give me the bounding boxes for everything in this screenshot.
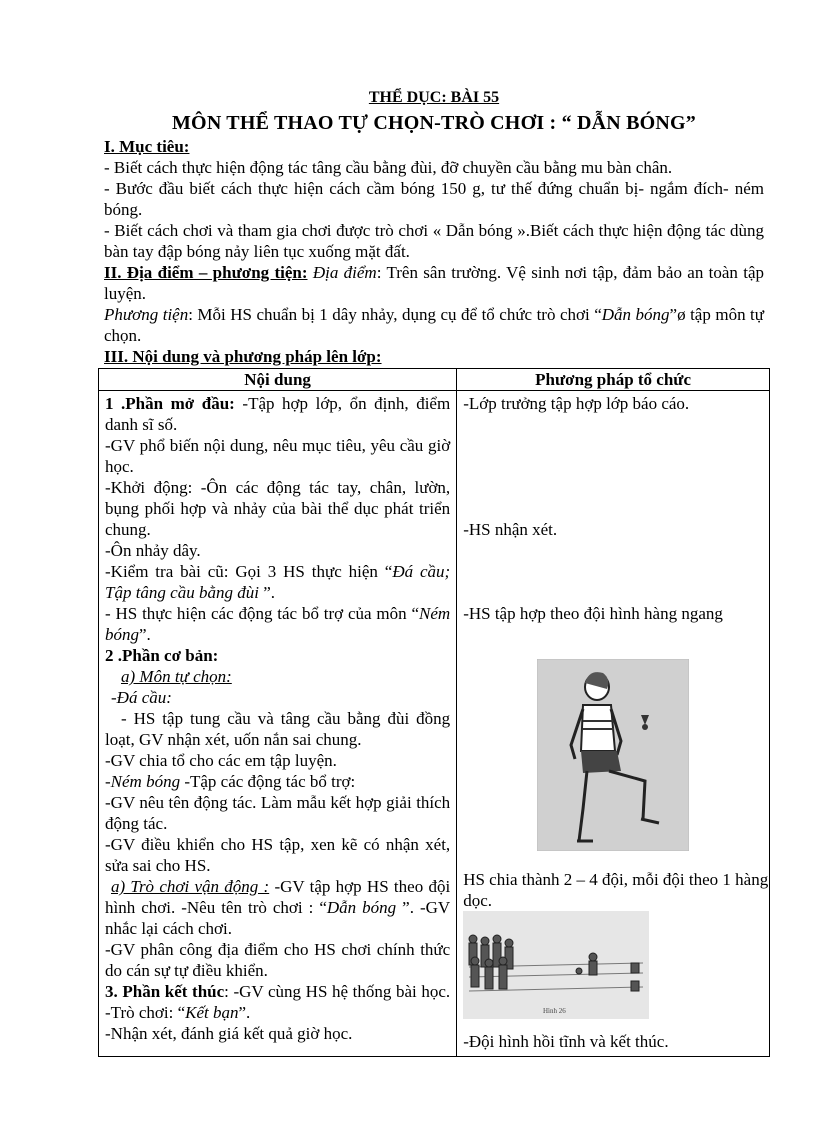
place-label: Địa điểm: [312, 263, 377, 282]
means-label: Phương tiện: [104, 305, 189, 324]
column-header-method: Phương pháp tổ chức: [457, 369, 770, 391]
lesson-page: [104, 88, 769, 1057]
method-item: -Đội hình hồi tĩnh và kết thúc.: [463, 1032, 669, 1051]
method-item: -HS tập hợp theo đội hình hàng ngang: [463, 604, 723, 623]
location-paragraph: [104, 262, 764, 304]
objective-item: - Biết cách thực hiện động tác tâng cầu bằng đùi, đỡ chuyền cầu bằng mu bàn chân.: [104, 158, 673, 177]
objective-item: - Biết cách chơi và tham gia chơi được trò chơi « Dẫn bóng ».Biết cách thực hiện động tác dùng bàn tay đập bóng nảy liên tục xuống mặt đất.: [104, 221, 764, 261]
content-heading: III. Nội dung và phương pháp lên lớp:: [104, 347, 382, 366]
relay-game-illustration: [463, 911, 649, 1019]
objectives-heading: I. Mục tiêu:: [104, 137, 190, 156]
lesson-subtitle: MÔN THỂ THAO TỰ CHỌN-TRÒ CHƠI : “ DẪN BÓNG”: [171, 112, 696, 134]
method-item: -HS nhận xét.: [463, 520, 558, 539]
location-heading: II. Địa điểm – phương tiện:: [104, 263, 308, 282]
place-text: : Trên sân trường. Vệ sinh nơi tập, đảm bảo an toàn tập luyện.: [104, 263, 765, 303]
method-item: HS chia thành 2 – 4 đội, mỗi đội theo 1 hàng dọc.: [463, 870, 769, 910]
method-item: -Lớp trưởng tập hợp lớp báo cáo.: [463, 394, 690, 413]
kick-illustration: [537, 659, 689, 851]
objective-item: - Bước đầu biết cách thực hiện cách cầm bóng 150 g, tư thế đứng chuẩn bị- ngắm đích- ném bóng.: [104, 179, 764, 219]
column-header-content: Nội dung: [99, 369, 457, 391]
content-cell: 1 .Phần mở đầu: -Tập hợp lớp, ổn định, điểm danh sĩ số. -GV phổ biến nội dung, nêu mục tiêu, yêu cầu giờ học. -Khởi động: -Ôn các động tác tay, chân, lườn, bụng phối hợp và nhảy của bài thể dục phát triển chung. -Ôn nhảy dây. -Kiểm tra bài cũ: Gọi 3 HS thực hiện “Đá cầu; Tập tâng cầu bằng đùi ”. - HS thực hiện các động tác bổ trợ của môn “Ném bóng”. 2 .Phần cơ bản: a) Môn tự chọn: -Đá cầu: - HS tập tung cầu và tâng cầu bằng đùi đồng loạt, GV nhận xét, uốn nắn sai chung. -GV chia tổ cho các em tập luyện. -Ném bóng -Tập các động tác bổ trợ: -GV nêu tên động tác. Làm mẫu kết hợp giải thích động tác. -GV điều khiển cho HS tập, xen kẽ có nhận xét, sửa sai cho HS. a) Trò chơi vận động : -GV tập hợp HS theo đội hình chơi. -Nêu tên trò chơi : “Dẫn bóng ”. -GV nhắc lại cách chơi. -GV phân công địa điểm cho HS chơi chính thức do cán sự tự điều khiển. 3. Phần kết thúc: -GV cùng HS hệ thống bài học. -Trò chơi: “Kết bạn”. -Nhận xét, đánh giá kết quả giờ học.: [99, 391, 457, 1057]
lesson-table: [98, 368, 770, 1057]
method-cell: [457, 391, 770, 1057]
lesson-title: THỂ DỤC: BÀI 55: [368, 89, 500, 106]
figure-caption: Hình 26: [543, 1007, 566, 1015]
means-paragraph: Phương tiện: Mỗi HS chuẩn bị 1 dây nhảy, dụng cụ để tổ chức trò chơi “Dẫn bóng”ø tập môn tự chọn.: [104, 305, 764, 345]
